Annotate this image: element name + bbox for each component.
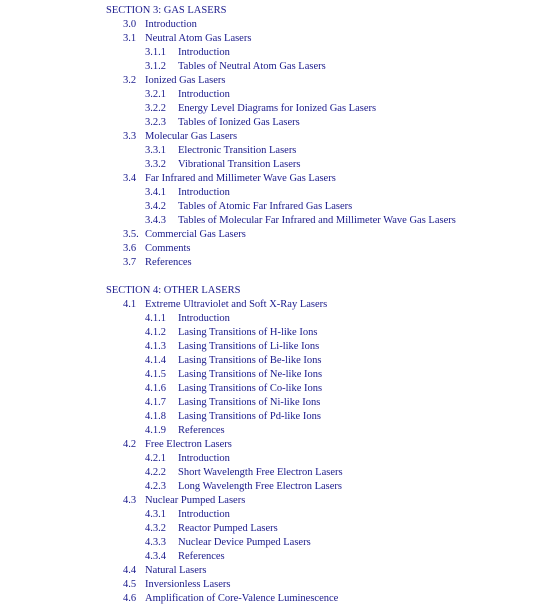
toc-entry-number: 3.1: [123, 33, 137, 44]
toc-subentry[interactable]: [0, 102, 552, 116]
toc-entry-title[interactable]: Amplification of Core-Valence Luminescence: [145, 593, 339, 604]
toc-entry-number: 4.6: [123, 593, 137, 604]
toc-subentry[interactable]: [0, 452, 552, 466]
toc-entry[interactable]: [0, 256, 552, 270]
toc-subentry-number: 4.1.1: [145, 313, 166, 324]
toc-entry-title[interactable]: Nuclear Pumped Lasers: [145, 495, 246, 506]
toc-subentry-title[interactable]: Tables of Molecular Far Infrared and Millimeter Wave Gas Lasers: [178, 215, 456, 226]
toc-subentry-number: 4.1.3: [145, 341, 166, 352]
toc-entry[interactable]: [0, 592, 552, 606]
toc-subentry-title[interactable]: Long Wavelength Free Electron Lasers: [178, 481, 342, 492]
toc-subentry-number: 4.2.1: [145, 453, 166, 464]
toc-subentry[interactable]: [0, 522, 552, 536]
toc-subentry-number: 4.1.6: [145, 383, 166, 394]
toc-subentry[interactable]: [0, 368, 552, 382]
toc-entry-title[interactable]: Neutral Atom Gas Lasers: [145, 33, 252, 44]
toc-subentry-number: 3.2.1: [145, 89, 166, 100]
toc-subentry[interactable]: [0, 88, 552, 102]
toc-entry-number: 3.7: [123, 257, 137, 268]
toc-entry-number: 3.2: [123, 75, 137, 86]
toc-subentry-title[interactable]: Lasing Transitions of Pd-like Ions: [178, 411, 321, 422]
toc-subentry-title[interactable]: Introduction: [178, 187, 230, 198]
toc-entry-title[interactable]: Free Electron Lasers: [145, 439, 232, 450]
toc-subentry[interactable]: [0, 144, 552, 158]
toc-subentry-number: 3.4.2: [145, 201, 166, 212]
toc-entry-title[interactable]: Introduction: [145, 19, 197, 30]
toc-entry-number: 3.3: [123, 131, 137, 142]
section-heading-row: [0, 4, 552, 18]
toc-entry-title[interactable]: Far Infrared and Millimeter Wave Gas Lasers: [145, 173, 336, 184]
toc-subentry-number: 4.1.9: [145, 425, 166, 436]
toc-subentry-number: 3.4.1: [145, 187, 166, 198]
toc-entry[interactable]: [0, 242, 552, 256]
toc-subentry-number: 3.2.3: [145, 117, 166, 128]
toc-entry-title[interactable]: Extreme Ultraviolet and Soft X-Ray Lasers: [145, 299, 328, 310]
toc-entry-title[interactable]: Ionized Gas Lasers: [145, 75, 226, 86]
toc-subentry-title[interactable]: References: [178, 551, 225, 562]
toc-subentry-number: 3.1.2: [145, 61, 166, 72]
toc-entry-number: 4.1: [123, 299, 137, 310]
toc-subentry-title[interactable]: Introduction: [178, 89, 230, 100]
toc-entry-title[interactable]: Natural Lasers: [145, 565, 207, 576]
toc-subentry[interactable]: [0, 214, 552, 228]
toc-subentry[interactable]: [0, 60, 552, 74]
toc-subentry-title[interactable]: Tables of Atomic Far Infrared Gas Lasers: [178, 201, 353, 212]
toc-subentry-title[interactable]: Lasing Transitions of Co-like Ions: [178, 383, 323, 394]
toc-subentry-title[interactable]: Reactor Pumped Lasers: [178, 523, 278, 534]
toc-entry[interactable]: [0, 578, 552, 592]
toc-subentry[interactable]: [0, 536, 552, 550]
toc-subentry[interactable]: [0, 550, 552, 564]
toc-subentry-number: 4.3.4: [145, 551, 166, 562]
toc-subentry-title[interactable]: Vibrational Transition Lasers: [178, 159, 301, 170]
toc-subentry-number: 3.1.1: [145, 47, 166, 58]
section-heading-row: [0, 284, 552, 298]
toc-entry-number: 4.3: [123, 495, 137, 506]
toc-subentry[interactable]: [0, 508, 552, 522]
toc-subentry-number: 4.3.2: [145, 523, 166, 534]
toc-entry-number: 3.5.: [123, 229, 139, 240]
table-of-contents: [0, 4, 552, 606]
toc-subentry-title[interactable]: Nuclear Device Pumped Lasers: [178, 537, 311, 548]
toc-entry[interactable]: [0, 228, 552, 242]
toc-entry-title[interactable]: References: [145, 257, 192, 268]
toc-subentry-title[interactable]: Lasing Transitions of Be-like Ions: [178, 355, 322, 366]
toc-subentry[interactable]: [0, 340, 552, 354]
toc-entry[interactable]: [0, 438, 552, 452]
toc-entry-title[interactable]: Commercial Gas Lasers: [145, 229, 246, 240]
toc-subentry-title[interactable]: Energy Level Diagrams for Ionized Gas Lasers: [178, 103, 377, 114]
toc-subentry-title[interactable]: Short Wavelength Free Electron Lasers: [178, 467, 343, 478]
toc-subentry[interactable]: [0, 186, 552, 200]
toc-subentry[interactable]: [0, 158, 552, 172]
toc-subentry-number: 4.3.1: [145, 509, 166, 520]
toc-subentry-title[interactable]: Lasing Transitions of H-like Ions: [178, 327, 318, 338]
toc-entry-title[interactable]: Molecular Gas Lasers: [145, 131, 238, 142]
toc-subentry-number: 3.3.1: [145, 145, 166, 156]
toc-entry-number: 3.6: [123, 243, 137, 254]
toc-subentry[interactable]: [0, 466, 552, 480]
toc-subentry[interactable]: [0, 382, 552, 396]
toc-subentry-title[interactable]: Introduction: [178, 47, 230, 58]
toc-entry[interactable]: [0, 74, 552, 88]
toc-subentry[interactable]: [0, 200, 552, 214]
toc-subentry[interactable]: [0, 424, 552, 438]
toc-subentry[interactable]: [0, 410, 552, 424]
toc-subentry-number: 3.4.3: [145, 215, 166, 226]
toc-entry[interactable]: [0, 32, 552, 46]
section-heading[interactable]: SECTION 4: OTHER LASERS: [106, 285, 241, 296]
toc-subentry-title[interactable]: References: [178, 425, 225, 436]
toc-entry[interactable]: [0, 172, 552, 186]
toc-subentry-number: 4.1.2: [145, 327, 166, 338]
toc-subentry[interactable]: [0, 396, 552, 410]
toc-entry-number: 3.4: [123, 173, 137, 184]
toc-subentry-title[interactable]: Electronic Transition Lasers: [178, 145, 297, 156]
toc-subentry[interactable]: [0, 312, 552, 326]
toc-subentry-title[interactable]: Tables of Neutral Atom Gas Lasers: [178, 61, 326, 72]
toc-entry-title[interactable]: Comments: [145, 243, 191, 254]
toc-subentry-number: 4.1.5: [145, 369, 166, 380]
toc-entry-title[interactable]: Inversionless Lasers: [145, 579, 231, 590]
toc-subentry-number: 4.2.2: [145, 467, 166, 478]
toc-entry[interactable]: [0, 298, 552, 312]
toc-entry-number: 4.2: [123, 439, 137, 450]
toc-subentry-number: 4.2.3: [145, 481, 166, 492]
toc-entry-number: 3.0: [123, 19, 137, 30]
toc-subentry-title[interactable]: Introduction: [178, 509, 230, 520]
toc-subentry-title[interactable]: Introduction: [178, 453, 230, 464]
toc-entry-number: 4.4: [123, 565, 137, 576]
toc-subentry-number: 4.1.8: [145, 411, 166, 422]
toc-entry[interactable]: [0, 130, 552, 144]
toc-entry[interactable]: [0, 494, 552, 508]
toc-entry[interactable]: [0, 18, 552, 32]
toc-subentry[interactable]: [0, 480, 552, 494]
toc-subentry-number: 3.2.2: [145, 103, 166, 114]
section-heading[interactable]: SECTION 3: GAS LASERS: [106, 5, 227, 16]
toc-subentry-number: 4.1.7: [145, 397, 166, 408]
toc-entry-number: 4.5: [123, 579, 137, 590]
toc-subentry-number: 4.1.4: [145, 355, 166, 366]
toc-subentry-title[interactable]: Lasing Transitions of Li-like Ions: [178, 341, 320, 352]
toc-subentry[interactable]: [0, 326, 552, 340]
toc-subentry-title[interactable]: Lasing Transitions of Ne-like Ions: [178, 369, 323, 380]
toc-subentry[interactable]: [0, 116, 552, 130]
toc-subentry-title[interactable]: Lasing Transitions of Ni-like Ions: [178, 397, 321, 408]
toc-subentry[interactable]: [0, 354, 552, 368]
toc-subentry[interactable]: [0, 46, 552, 60]
section-spacer: [0, 270, 552, 284]
toc-entry[interactable]: [0, 564, 552, 578]
toc-subentry-number: 3.3.2: [145, 159, 166, 170]
toc-subentry-number: 4.3.3: [145, 537, 166, 548]
toc-subentry-title[interactable]: Tables of Ionized Gas Lasers: [178, 117, 300, 128]
toc-subentry-title[interactable]: Introduction: [178, 313, 230, 324]
